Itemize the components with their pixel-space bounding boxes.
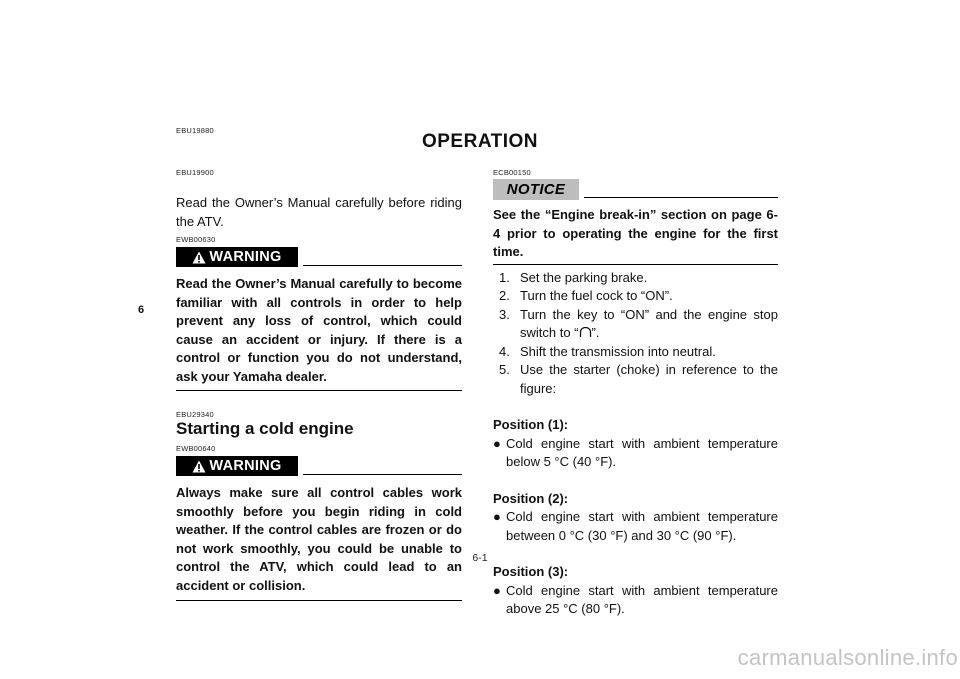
- warning-code-1: EWB00630: [176, 235, 216, 244]
- steps-list: [493, 269, 778, 399]
- warning-rule-bottom: [176, 600, 462, 601]
- position-heading: Position (2):: [493, 490, 569, 506]
- section-code-operation: EBU19880: [176, 126, 214, 135]
- list-item: 4. Shift the transmission into neutral.: [499, 343, 716, 359]
- position-block: [493, 490, 778, 546]
- notice-code: ECB00150: [493, 168, 531, 177]
- list-item: 3. Turn the key to “ON” and the engine stop switch to “ ”.: [499, 306, 778, 340]
- page-number: 6-1: [472, 552, 488, 564]
- notice-rule-top: [584, 197, 778, 198]
- warning-triangle-icon: [192, 251, 206, 264]
- list-item: 2. Turn the fuel cock to “ON”.: [499, 288, 673, 303]
- notice-badge: NOTICE: [493, 179, 579, 200]
- section-code-intro: EBU19900: [176, 168, 214, 177]
- warning-triangle-icon: [192, 460, 206, 473]
- engine-run-symbol-icon: [579, 327, 592, 338]
- warning-badge: [176, 456, 298, 476]
- warning-text-2: Always make sure all control cables work smoothly before you begin riding in cold weather. If the control cables are frozen or do not work smoothly, you could be unable to control the ATV, which could lead to an accident or collision.: [176, 485, 462, 593]
- warning-badge: [176, 247, 298, 267]
- position-heading: Position (1):: [493, 417, 569, 432]
- notice-header: [493, 178, 778, 200]
- position-heading: Position (3):: [493, 564, 569, 579]
- warning-header-1: [176, 246, 462, 268]
- intro-paragraph: Read the Owner’s Manual carefully before riding the ATV.: [176, 195, 462, 229]
- warning-text-1: Read the Owner’s Manual carefully to become familiar with all controls in order to help prevent any loss of control, which could cause an accident or injury. If there is a control or function you do not understand, ask your Yamaha dealer.: [176, 276, 462, 384]
- position-block: [493, 563, 778, 619]
- page-title: OPERATION: [421, 131, 539, 152]
- list-item: 1. Set the parking brake.: [499, 269, 648, 285]
- notice-text: See the “Engine break-in” section on page 6-4 prior to operating the engine for the first time.: [493, 207, 778, 259]
- warning-rule-top: [303, 474, 462, 475]
- left-column: [176, 168, 462, 601]
- list-item: ● Cold engine start with ambient temperature above 25 °C (80 °F).: [493, 582, 778, 616]
- right-column: [493, 168, 778, 619]
- warning-label: WARNING: [209, 458, 282, 474]
- warning-label: WARNING: [209, 249, 282, 265]
- chapter-tab: 6: [138, 304, 145, 316]
- warning-rule-bottom: [176, 390, 462, 391]
- section-heading: Starting a cold engine: [176, 419, 354, 438]
- warning-code-2: EWB00640: [176, 444, 216, 453]
- section-code-cold-start: EBU29340: [176, 410, 214, 419]
- list-item: ● Cold engine start with ambient temperature between 0 °C (30 °F) and 30 °C (90 °F).: [493, 509, 778, 543]
- position-block: [493, 416, 778, 472]
- warning-header-2: [176, 455, 462, 477]
- watermark: carmanualsonline.info: [737, 645, 958, 670]
- warning-rule-top: [303, 265, 462, 266]
- list-item: 5. Use the starter (choke) in reference to the figure:: [499, 362, 778, 396]
- list-item: ● Cold engine start with ambient temperature below 5 °C (40 °F).: [493, 435, 778, 469]
- notice-rule-bottom: [493, 264, 778, 265]
